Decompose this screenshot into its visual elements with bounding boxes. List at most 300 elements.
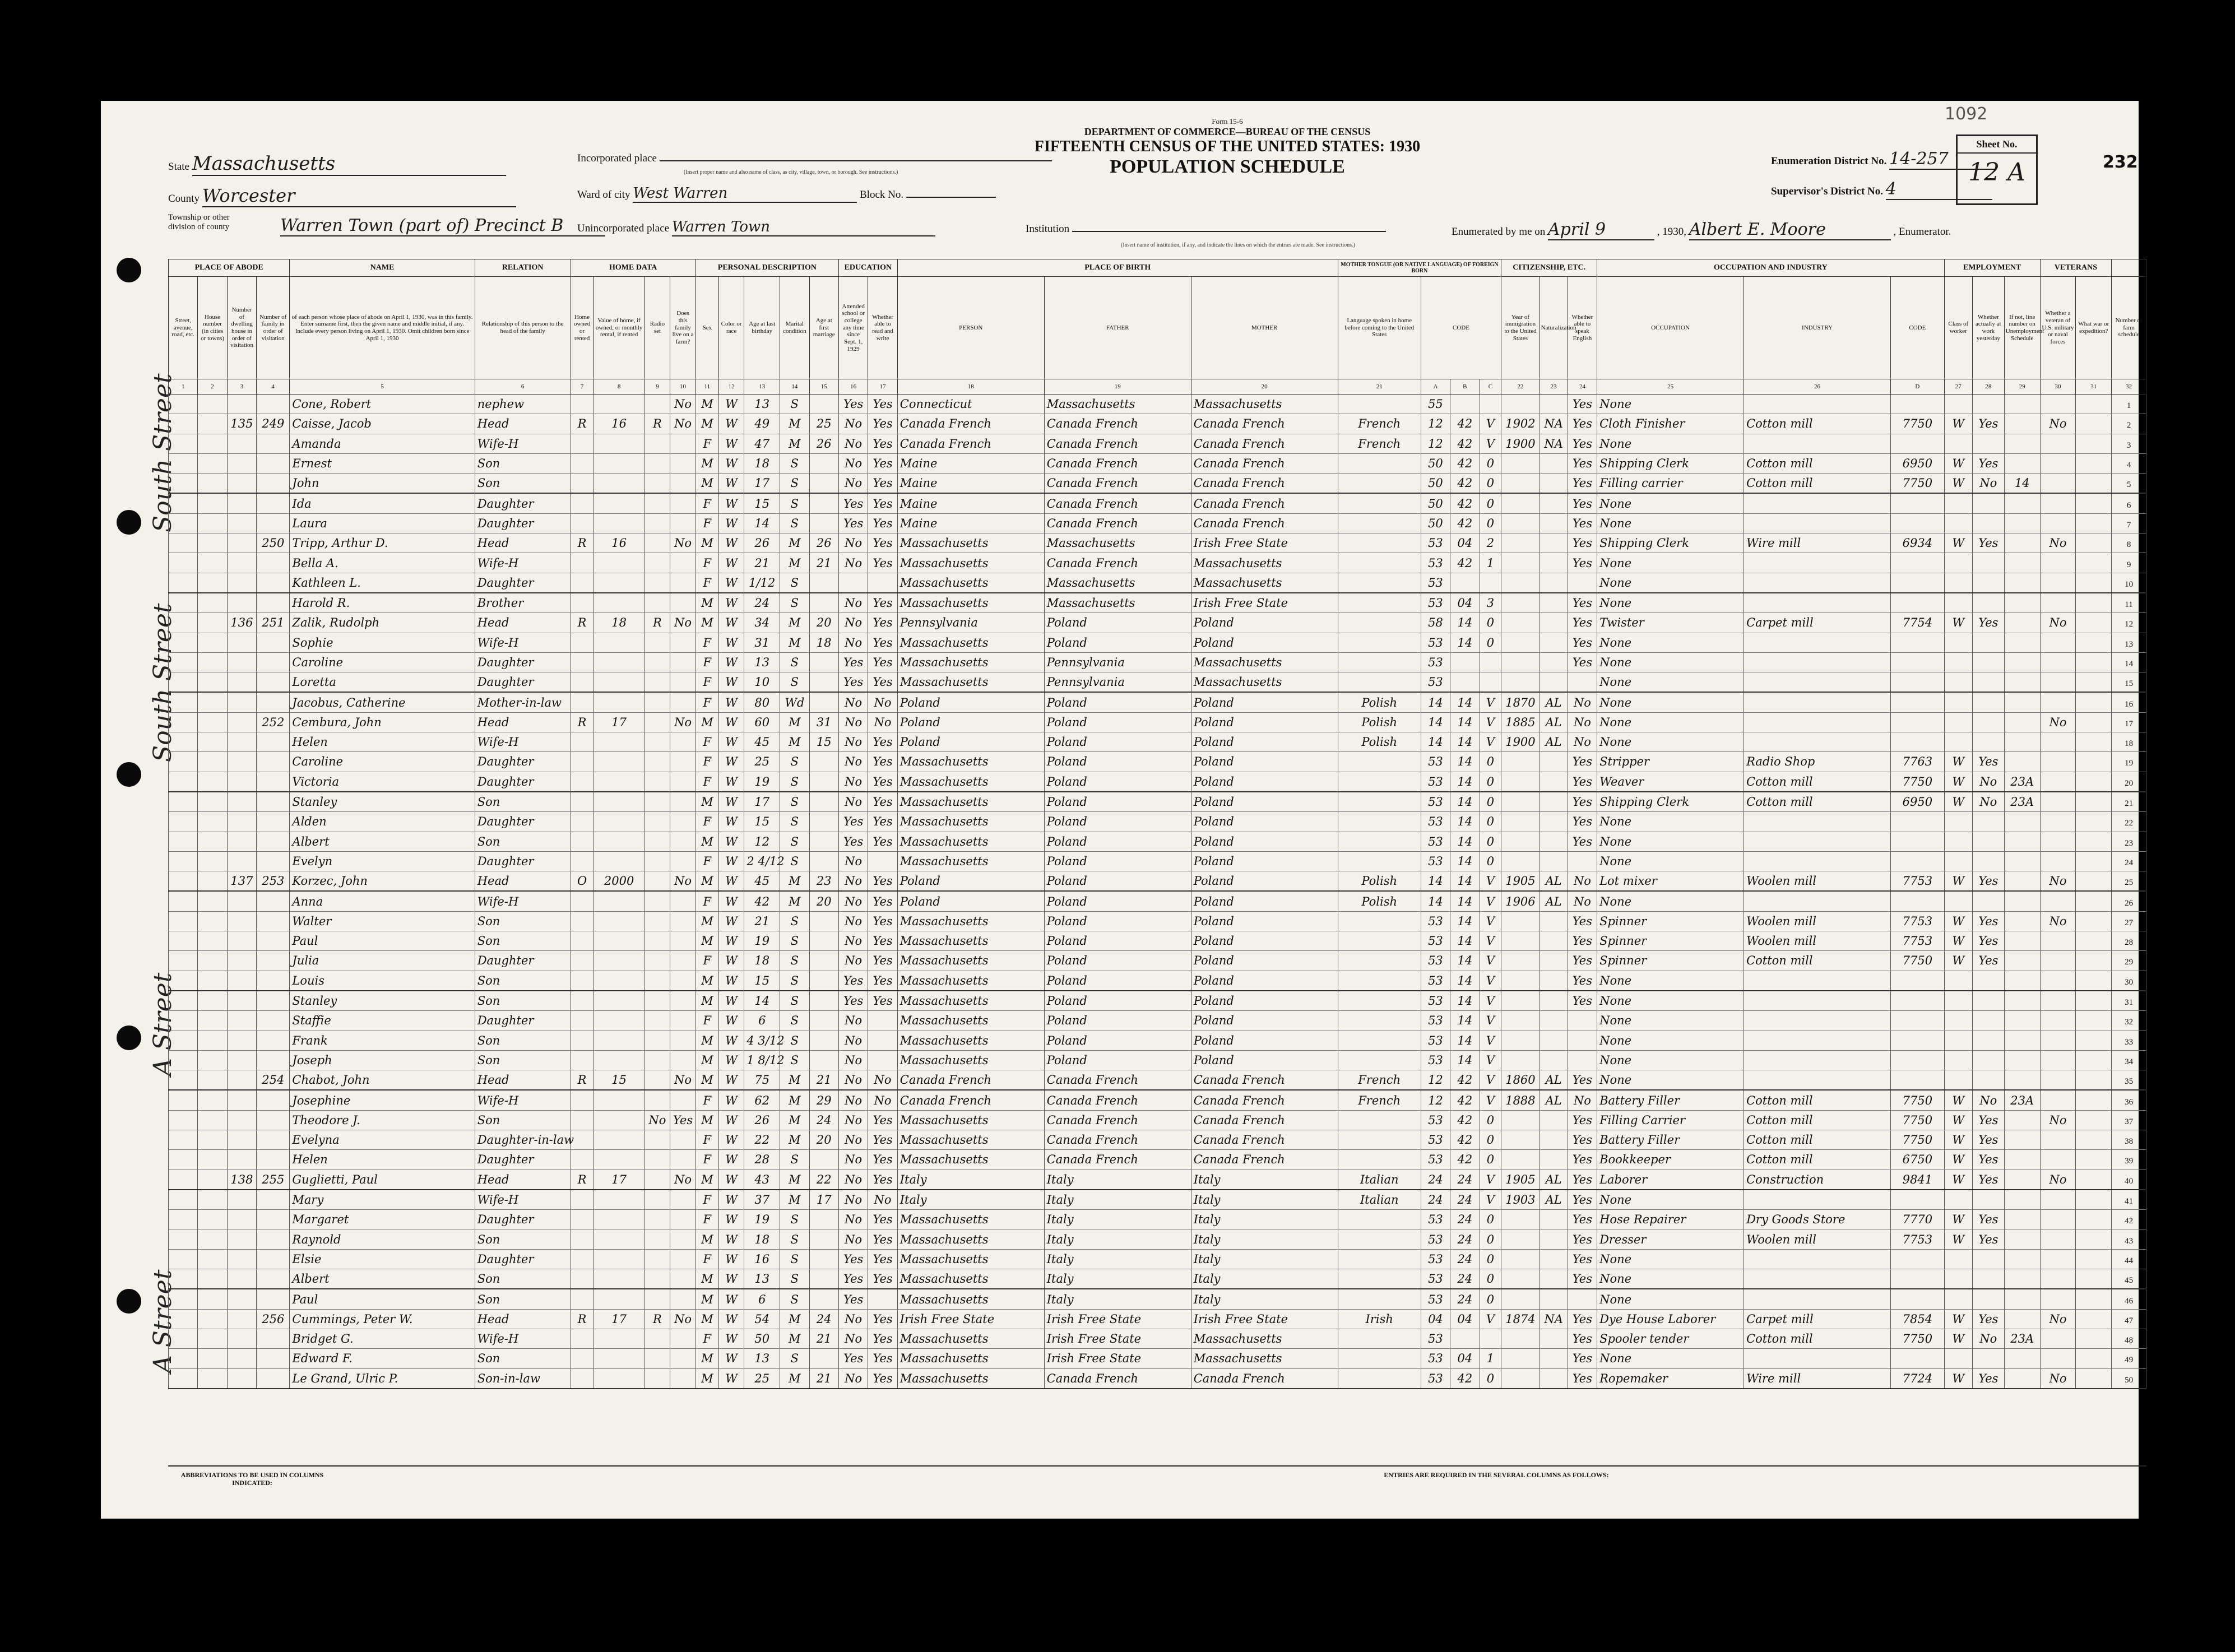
father-birthplace-cell: Poland [1044,1031,1191,1050]
age-cell: 14 [744,513,780,533]
cell [2112,712,2146,732]
cell: No [838,1368,868,1389]
cell [670,593,696,613]
col-code: CODE [1421,277,1501,379]
mother-birthplace-cell: Canada French [1191,1090,1338,1110]
person-name-cell: Paul [290,1289,475,1309]
marital-status-cell: M [780,633,809,652]
cell: No [838,911,868,931]
cell [593,1050,644,1070]
race-cell: W [718,1070,744,1090]
mother-birthplace-cell: Massachusetts [1191,1329,1338,1348]
cell: 3 [1480,593,1501,613]
race-cell: W [718,1130,744,1149]
cell [1972,513,2004,533]
cell [644,1249,670,1269]
cell [169,1090,198,1110]
cell: 14 [1450,712,1480,732]
cell [1540,971,1568,991]
person-name-cell: Sophie [290,633,475,652]
cell: No [838,1170,868,1190]
father-birthplace-cell: Canada French [1044,453,1191,473]
cell [670,951,696,971]
race-cell: W [718,851,744,871]
line-number: 48 [2125,1336,2134,1345]
cell [2076,1050,2112,1070]
marital-status-cell: S [780,395,809,414]
cell [571,453,593,473]
cell [2004,553,2040,573]
sex-cell: M [695,911,718,931]
cell [809,652,838,672]
person-name-cell: Korzec, John [290,871,475,892]
cell [198,1349,227,1368]
cell: Yes [1972,1110,2004,1130]
cell: 6934 [1891,533,1945,553]
cell: Yes [868,871,897,892]
marital-status-cell: M [780,1329,809,1348]
cell: No [1972,474,2004,494]
age-cell: 47 [744,434,780,453]
sex-cell: F [695,672,718,693]
person-name-cell: Bella A. [290,553,475,573]
cell: 53 [1421,1130,1450,1149]
sex-cell: F [695,513,718,533]
cell [1891,652,1945,672]
line-number: 28 [2125,938,2134,948]
cell: No [670,712,696,732]
cell [593,971,644,991]
cell [571,434,593,453]
group-personal-description: PERSONAL DESCRIPTION [695,259,838,277]
sex-cell: F [695,1190,718,1210]
mother-birthplace-cell: Massachusetts [1191,652,1338,672]
cell [670,553,696,573]
sex-cell: F [695,1130,718,1149]
cell [593,633,644,652]
cell: 14 [1421,712,1450,732]
line-number: 43 [2125,1236,2134,1246]
person-name-cell: Cembura, John [290,712,475,732]
line-number: 2 [2126,421,2131,430]
cell [1501,1329,1540,1348]
sex-cell: M [695,453,718,473]
cell [198,613,227,633]
cell [257,1229,290,1249]
township-value: Warren Town (part of) Precinct B [280,216,605,236]
cell: Yes [1568,792,1597,812]
cell [593,1269,644,1289]
cell: 0 [1480,633,1501,652]
cell [2112,1070,2146,1090]
cell: 0 [1480,772,1501,792]
cell [809,1210,838,1229]
cell [1972,712,2004,732]
binder-hole [117,1289,141,1314]
cell: Yes [868,1269,897,1289]
cell [809,1269,838,1289]
cell: 18 [593,613,644,633]
marital-status-cell: S [780,1269,809,1289]
column-number: 28 [1972,379,2004,395]
mother-birthplace-cell: Poland [1191,991,1338,1011]
cell: 1 [1480,553,1501,573]
cell [1501,593,1540,613]
age-cell: 6 [744,1011,780,1031]
cell [1501,613,1540,633]
col-marital: Marital condition [780,277,809,379]
race-cell: W [718,732,744,752]
cell [2112,752,2146,772]
cell: Yes [1568,832,1597,851]
cell: 14 [2004,474,2040,494]
cell [644,395,670,414]
father-birthplace-cell: Poland [1044,891,1191,911]
line-number: 5 [2126,480,2131,490]
cell: Yes [1568,474,1597,494]
ed-line: Enumeration District No. 14-257 [1771,149,1996,170]
birthplace-cell: Massachusetts [897,951,1044,971]
cell [1972,812,2004,832]
cell: W [1944,951,1972,971]
cell: Yes [1568,971,1597,991]
cell: 0 [1480,513,1501,533]
cell [169,832,198,851]
industry-cell: Construction [1744,1170,1891,1190]
sheet-label: Sheet No. [1958,136,2036,154]
line-number: 42 [2125,1217,2134,1226]
cell [2076,1289,2112,1309]
cell [2040,1269,2076,1289]
column-number: 19 [1044,379,1191,395]
cell [1501,652,1540,672]
cell [227,1289,256,1309]
col-person-birth: PERSON [897,277,1044,379]
cell [257,692,290,712]
cell [257,1031,290,1050]
cell: V [1480,1190,1501,1210]
cell [2004,752,2040,772]
birthplace-cell: Massachusetts [897,1031,1044,1050]
cell [169,1130,198,1149]
cell [1540,1289,1568,1309]
cell: Yes [868,513,897,533]
sex-cell: M [695,395,718,414]
cell [2076,1011,2112,1031]
race-cell: W [718,1110,744,1130]
cell: AL [1540,891,1568,911]
cell [571,931,593,951]
cell [169,1210,198,1229]
cell [809,772,838,792]
cell: 23A [2004,772,2040,792]
race-cell: W [718,613,744,633]
cell [1540,1368,1568,1389]
cell [1568,1031,1597,1050]
cell: Yes [1568,414,1597,434]
cell [809,951,838,971]
cell: 53 [1421,812,1450,832]
col-veteran: Whether a veteran of U.S. military or naval forces [2040,277,2076,379]
cell: V [1480,871,1501,892]
cell [1338,593,1421,613]
mother-birthplace-cell: Poland [1191,633,1338,652]
cell [257,851,290,871]
cell [2076,1150,2112,1170]
cell [227,493,256,513]
cell: Yes [1568,453,1597,473]
father-birthplace-cell: Poland [1044,931,1191,951]
cell [1501,1210,1540,1229]
race-cell: W [718,792,744,812]
person-name-cell: Zalik, Rudolph [290,613,475,633]
cell: 53 [1421,1289,1450,1309]
cell [2004,613,2040,633]
cell [1540,493,1568,513]
table-row [169,931,2146,951]
mother-birthplace-cell: Massachusetts [1191,573,1338,593]
industry-cell [1744,672,1891,693]
cell: No [838,553,868,573]
cell [1972,1289,2004,1309]
cell [2076,1329,2112,1348]
cell: 21 [809,1368,838,1389]
cell [1891,1031,1945,1050]
line-number: 8 [2126,540,2131,550]
mother-birthplace-cell: Italy [1191,1269,1338,1289]
cell: 23A [2004,792,2040,812]
industry-cell: Carpet mill [1744,1309,1891,1329]
cell [2112,891,2146,911]
cell [1338,792,1421,812]
cell: 20 [809,1130,838,1149]
cell [169,792,198,812]
cell: Yes [1972,931,2004,951]
side-page-number: 232 [2103,152,2138,172]
race-cell: W [718,1190,744,1210]
cell [2040,493,2076,513]
sex-cell: F [695,493,718,513]
cell [2004,1249,2040,1269]
cell: 12 [1421,1090,1450,1110]
table-row [169,772,2146,792]
cell [1972,1070,2004,1090]
cell [809,1229,838,1249]
cell: No [838,474,868,494]
industry-cell [1744,573,1891,593]
cell [1338,1289,1421,1309]
cell [1944,1050,1972,1070]
table-row [169,474,2146,494]
cell: Yes [1568,1210,1597,1229]
table-row [169,991,2146,1011]
father-birthplace-cell: Canada French [1044,1070,1191,1090]
age-cell: 15 [744,971,780,991]
cell [1944,732,1972,752]
cell: Yes [1568,513,1597,533]
population-table [168,259,2146,1389]
cell [868,1289,897,1309]
cell [809,672,838,693]
cell [2112,1210,2146,1229]
person-name-cell: Bridget G. [290,1329,475,1348]
industry-cell [1744,1190,1891,1210]
relationship-cell: Head [475,1170,571,1190]
table-row [169,1110,2146,1130]
person-name-cell: Loretta [290,672,475,693]
cell [644,931,670,951]
age-cell: 75 [744,1070,780,1090]
cell: Yes [1972,533,2004,553]
mother-birthplace-cell: Canada French [1191,453,1338,473]
cell: Yes [1972,871,2004,892]
column-number: 10 [670,379,696,395]
race-cell: W [718,414,744,434]
father-birthplace-cell: Poland [1044,732,1191,752]
marital-status-cell: S [780,1229,809,1249]
cell [2076,951,2112,971]
line-number: 9 [2126,560,2131,569]
cell [644,752,670,772]
cell [644,1329,670,1348]
cell: Yes [1568,1309,1597,1329]
cell: No [2040,1368,2076,1389]
cell [2112,474,2146,494]
cell: 17 [593,1170,644,1190]
race-cell: W [718,712,744,732]
cell: 53 [1421,573,1450,593]
cell: 53 [1421,633,1450,652]
age-cell: 18 [744,453,780,473]
cell: Yes [868,493,897,513]
cell [1501,792,1540,812]
industry-cell [1744,1349,1891,1368]
schedule-title-block [975,118,1480,178]
table-row [169,911,2146,931]
relationship-cell: Daughter [475,1011,571,1031]
cell [670,1269,696,1289]
cell [809,832,838,851]
census-sheet [101,101,2143,1519]
cell: R [571,414,593,434]
cell [169,712,198,732]
cell [2112,652,2146,672]
industry-cell [1744,434,1891,453]
cell [1891,1070,1945,1090]
cell: Yes [868,553,897,573]
cell [2040,1150,2076,1170]
cell: Yes [1972,453,2004,473]
col-color: Color or race [718,277,744,379]
cell [670,891,696,911]
cell [2076,633,2112,652]
cell [198,732,227,752]
cell [1338,474,1421,494]
cell [2112,633,2146,652]
relationship-cell: Daughter [475,493,571,513]
cell [2076,573,2112,593]
cell [1338,1249,1421,1269]
cell [2112,553,2146,573]
cell [2076,971,2112,991]
sex-cell: M [695,1070,718,1090]
cell: 42 [1450,414,1480,434]
cell [257,971,290,991]
cell [2040,1011,2076,1031]
cell [593,1229,644,1249]
cell: 137 [227,871,256,892]
relationship-cell: Daughter [475,812,571,832]
cell [593,553,644,573]
cell: 14 [1450,772,1480,792]
relationship-cell: Daughter [475,1249,571,1269]
cell [227,395,256,414]
cell: AL [1540,1070,1568,1090]
father-birthplace-cell: Poland [1044,712,1191,732]
race-cell: W [718,533,744,553]
binder-hole [117,510,141,535]
cell: No [670,1170,696,1190]
age-cell: 62 [744,1090,780,1110]
cell [1501,474,1540,494]
cell: Polish [1338,692,1421,712]
cell [644,1130,670,1149]
cell [2076,732,2112,752]
cell [2040,1090,2076,1110]
cell: 7753 [1891,1229,1945,1249]
cell [593,395,644,414]
cell [169,493,198,513]
cell: Yes [868,672,897,693]
cell [644,851,670,871]
age-cell: 19 [744,772,780,792]
cell [868,1050,897,1070]
birthplace-cell: Massachusetts [897,573,1044,593]
cell [169,951,198,971]
industry-cell [1744,1011,1891,1031]
street-label: South Street [149,603,177,762]
birthplace-cell: Massachusetts [897,1150,1044,1170]
line-number: 37 [2125,1117,2134,1126]
cell [1944,851,1972,871]
binder-hole [117,762,141,787]
father-birthplace-cell: Poland [1044,772,1191,792]
relationship-cell: Son [475,911,571,931]
cell [169,1170,198,1190]
col-owned: Home owned or rented [571,277,593,379]
industry-cell [1744,1269,1891,1289]
cell [257,593,290,613]
table-row [169,1289,2146,1309]
table-row [169,1170,2146,1190]
cell [670,732,696,752]
table-row [169,1349,2146,1368]
street-label: A Street [149,972,177,1076]
column-number: B [1450,379,1480,395]
mother-birthplace-cell: Canada French [1191,1110,1338,1130]
race-cell: W [718,474,744,494]
cell [809,1031,838,1050]
cell: 7763 [1891,752,1945,772]
cell: No [670,871,696,892]
age-cell: 15 [744,812,780,832]
father-birthplace-cell: Italy [1044,1269,1191,1289]
cell [1568,573,1597,593]
sex-cell: M [695,1368,718,1389]
cell [593,1289,644,1309]
cell: No [838,951,868,971]
col-mother-birth: MOTHER [1191,277,1338,379]
